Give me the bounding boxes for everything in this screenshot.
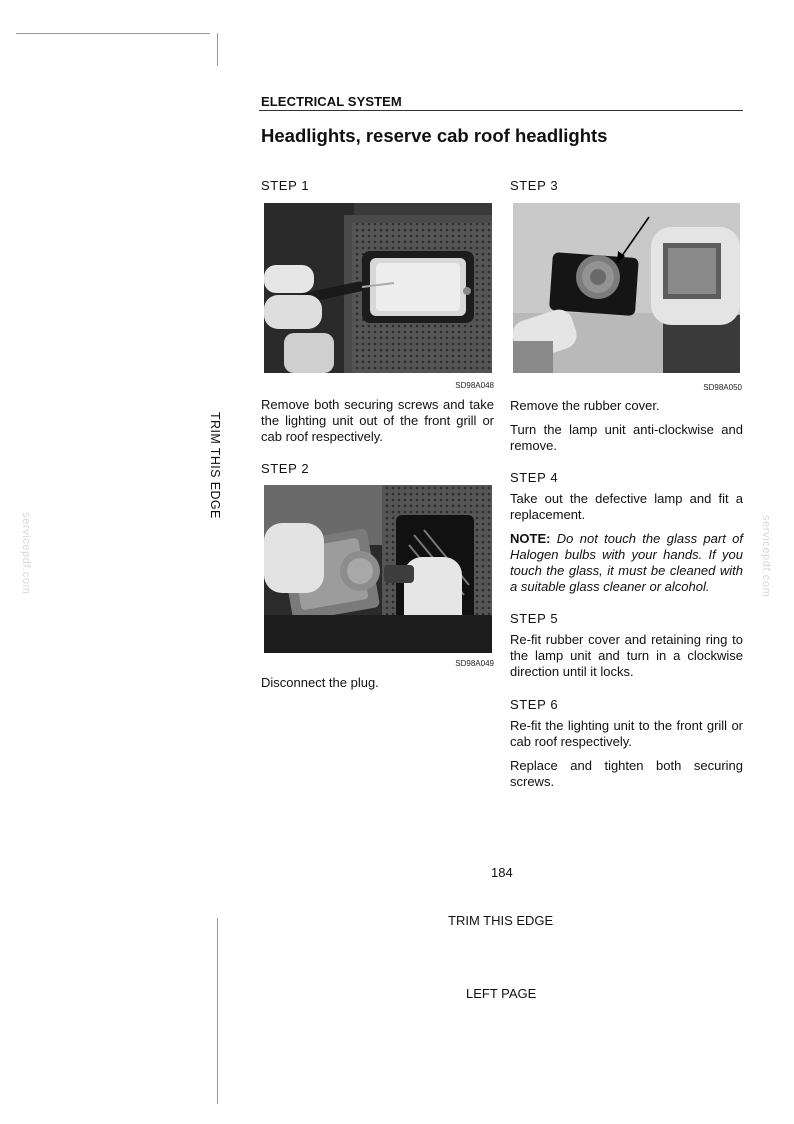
- step3-label: STEP 3: [510, 178, 559, 193]
- step1-caption: SD98A048: [455, 381, 494, 390]
- section-title: ELECTRICAL SYSTEM: [261, 94, 402, 109]
- step3-text-a: Remove the rubber cover.: [510, 398, 660, 413]
- step2-label: STEP 2: [261, 461, 310, 476]
- step3-photo: [513, 203, 740, 373]
- step4-text: Take out the defective lamp and fit a replacement.: [510, 491, 743, 522]
- step5-label: STEP 5: [510, 611, 559, 626]
- left-page-label: LEFT PAGE: [466, 986, 537, 1001]
- step2-photo: [264, 485, 492, 653]
- step2-text: Disconnect the plug.: [261, 675, 379, 690]
- trim-edge-bottom-label: TRIM THIS EDGE: [448, 913, 554, 928]
- crop-mark-top: [16, 33, 210, 34]
- step6-label: STEP 6: [510, 697, 559, 712]
- step3-text-b: Turn the lamp unit anti-clockwise and remove.: [510, 422, 743, 453]
- page-number: 184: [491, 865, 513, 880]
- step1-label: STEP 1: [261, 178, 310, 193]
- crop-mark-vertical-bottom: [217, 918, 218, 1104]
- section-divider: [259, 110, 743, 111]
- step1-photo: [264, 203, 492, 373]
- note-label: NOTE:: [510, 531, 551, 546]
- watermark-left: servicepdf.com: [20, 512, 32, 595]
- step6-text-a: Re-fit the lighting unit to the front grill or cab roof respectively.: [510, 718, 743, 749]
- watermark-right: servicepdf.com: [760, 515, 772, 598]
- step1-text: Remove both securing screws and take the lighting unit out of the front grill or cab roof respectively.: [261, 397, 494, 444]
- step2-caption: SD98A049: [455, 659, 494, 668]
- step5-text: Re-fit rubber cover and retaining ring to the lamp unit and turn in a clockwise direction until it locks.: [510, 632, 743, 679]
- trim-edge-vertical-label: TRIM THIS EDGE: [208, 412, 222, 519]
- page-title: Headlights, reserve cab roof headlights: [261, 125, 608, 146]
- step6-text-b: Replace and tighten both securing screws.: [510, 758, 743, 789]
- step3-caption: SD98A050: [703, 383, 742, 392]
- note-text: Do not touch the glass part of Halogen bulbs with your hands. If you touch the glass, it must be cleaned with a suitable glass cleaner or alcohol.: [510, 531, 743, 594]
- step4-label: STEP 4: [510, 470, 559, 485]
- note-paragraph: [510, 531, 743, 595]
- crop-mark-vertical-top: [217, 33, 218, 66]
